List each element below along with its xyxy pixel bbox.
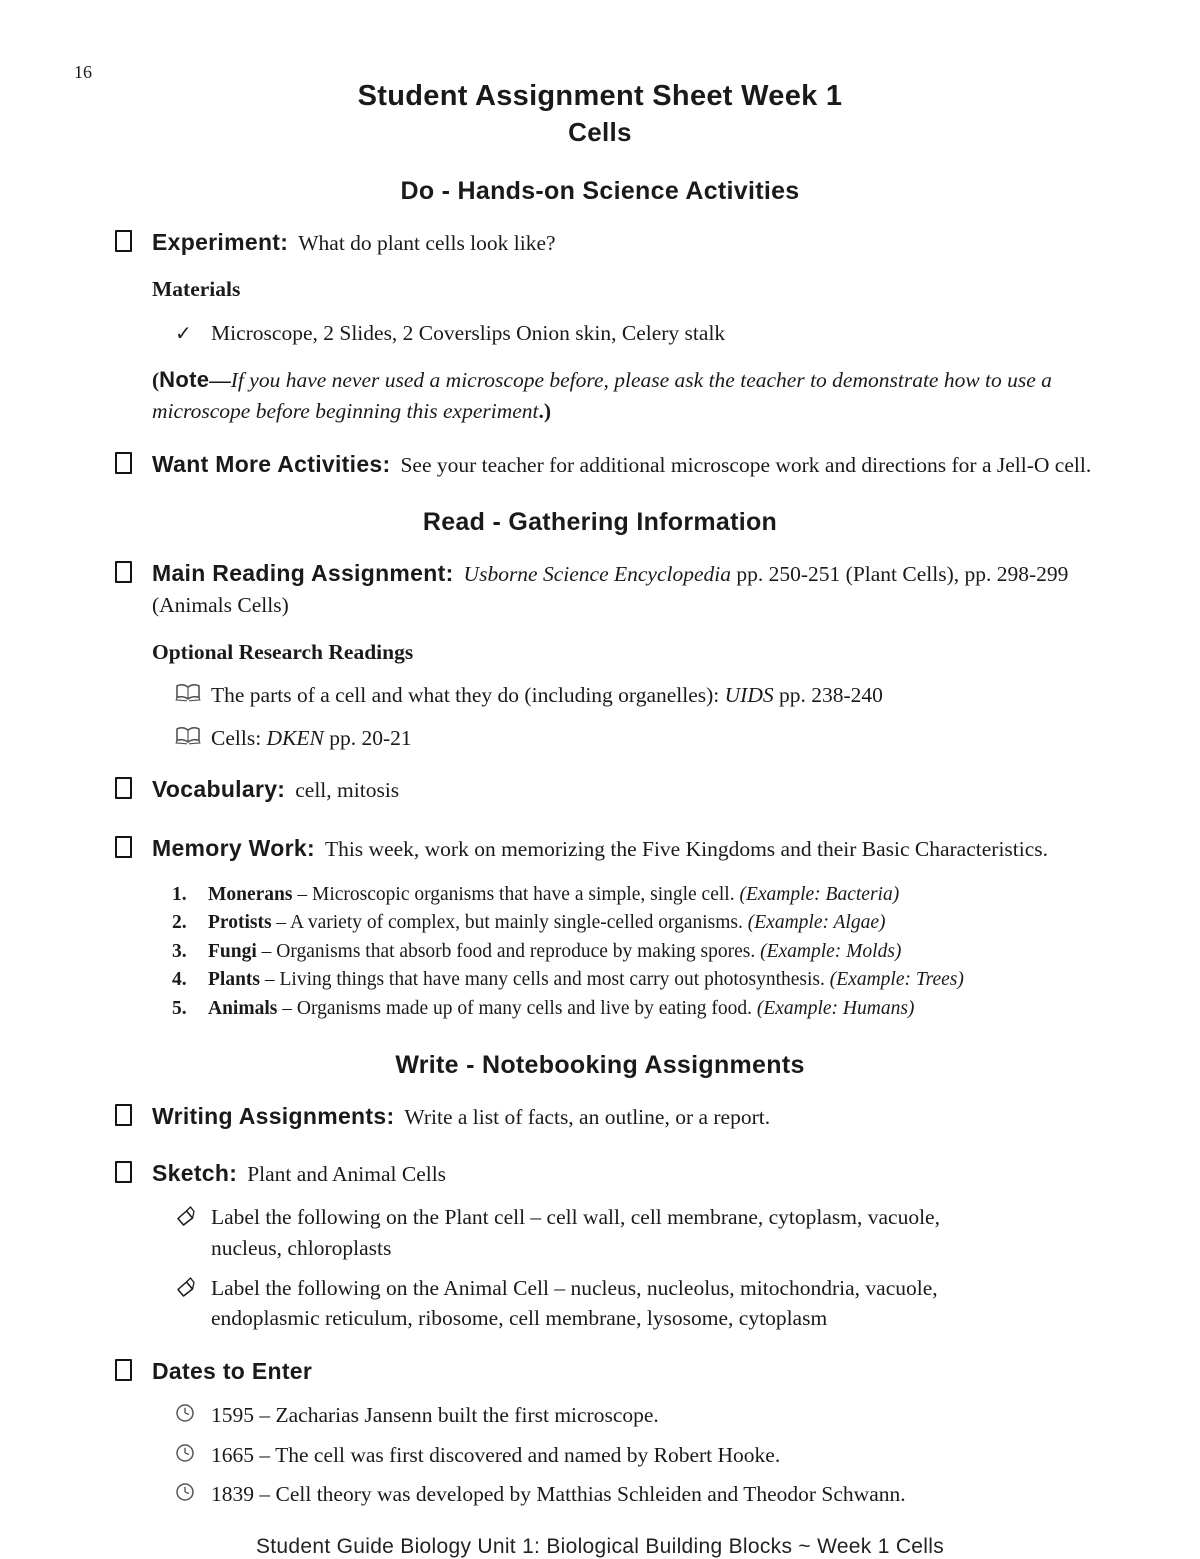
want-more-label: Want More Activities: bbox=[152, 450, 391, 477]
main-reading-pages: pp. 250-251 (Plant Cells), pp. 298-299 (Animals Cells) bbox=[152, 562, 1069, 618]
note-close: .) bbox=[538, 399, 552, 424]
checkbox-icon bbox=[115, 452, 132, 474]
kingdom-desc: – Living things that have many cells and most carry out photosynthesis. bbox=[260, 969, 830, 991]
optional-reading-text bbox=[211, 723, 1130, 753]
sketch-instruction-text: Label the following on the Plant cell – cell wall, cell membrane, cytoplasm, vacuole, nucleus, chloroplasts bbox=[211, 1205, 940, 1260]
kingdom-number: 5. bbox=[172, 997, 187, 1019]
open-book-icon bbox=[175, 683, 201, 710]
page-footer: Student Guide Biology Unit 1: Biological Building Blocks ~ Week 1 Cells bbox=[255, 1534, 945, 1558]
sketch-item bbox=[115, 1157, 1145, 1190]
kingdom-text bbox=[208, 909, 1160, 938]
kingdom-number: 3. bbox=[172, 940, 187, 962]
checkbox-icon bbox=[115, 1161, 132, 1183]
optional-reading-item bbox=[175, 680, 1130, 710]
checkbox-icon bbox=[115, 561, 132, 583]
note-word: Note bbox=[159, 367, 210, 393]
optional-reading-title: DKEN bbox=[266, 726, 324, 751]
kingdom-name: Monerans bbox=[208, 883, 293, 905]
memory-work-label: Memory Work: bbox=[152, 834, 315, 861]
writing-assignments-item bbox=[115, 1100, 1145, 1133]
writing-assignments-label: Writing Assignments: bbox=[152, 1103, 395, 1130]
kingdom-text bbox=[208, 995, 1160, 1024]
optional-readings-heading: Optional Research Readings bbox=[152, 639, 414, 664]
note-open-paren: ( bbox=[152, 368, 160, 393]
kingdom-row bbox=[172, 938, 1160, 967]
vocabulary-text: cell, mitosis bbox=[295, 778, 400, 803]
optional-reading-pages: pp. 20-21 bbox=[323, 726, 412, 751]
kingdom-name: Fungi bbox=[208, 940, 257, 962]
sketch-label-item bbox=[175, 1273, 1030, 1333]
kingdom-number: 2. bbox=[172, 912, 187, 934]
date-text: 1595 – Zacharias Jansenn built the first microscope. bbox=[211, 1403, 659, 1428]
page-subtitle: Cells bbox=[568, 117, 632, 148]
kingdom-example: (Example: Bacteria) bbox=[739, 883, 900, 905]
experiment-item bbox=[115, 226, 1145, 259]
sketch-label: Sketch: bbox=[152, 1159, 238, 1186]
section-heading-do: Do - Hands-on Science Activities bbox=[400, 176, 800, 205]
kingdom-text bbox=[208, 938, 1160, 967]
main-reading-label: Main Reading Assignment: bbox=[152, 560, 454, 587]
optional-reading-pages: pp. 238-240 bbox=[773, 683, 883, 708]
kingdom-text bbox=[208, 881, 1160, 910]
kingdom-desc: – Organisms that absorb food and reproduce by making spores. bbox=[256, 940, 761, 962]
section-heading-write: Write - Notebooking Assignments bbox=[395, 1051, 805, 1080]
checkbox-icon bbox=[115, 230, 132, 252]
clock-icon bbox=[175, 1403, 201, 1430]
vocabulary-item bbox=[115, 773, 1145, 806]
kingdom-number: 4. bbox=[172, 969, 187, 991]
pencil-note-icon bbox=[175, 1205, 201, 1262]
sketch-instruction-text: Label the following on the Animal Cell – nucleus, nucleolus, mitochondria, vacuole, endoplasmic reticulum, ribosome, cell membrane, lysosome, cytoplasm bbox=[211, 1275, 938, 1330]
experiment-text: What do plant cells look like? bbox=[298, 230, 556, 255]
kingdom-name: Protists bbox=[208, 912, 272, 934]
materials-heading: Materials bbox=[152, 277, 241, 302]
checkbox-icon bbox=[115, 836, 132, 858]
materials-list-item bbox=[175, 318, 1130, 348]
section-heading-read: Read - Gathering Information bbox=[422, 508, 778, 537]
sketch-text: Plant and Animal Cells bbox=[247, 1161, 447, 1186]
open-book-icon bbox=[175, 726, 201, 753]
note-paragraph bbox=[152, 364, 1145, 428]
dates-to-enter-item bbox=[115, 1355, 1145, 1388]
optional-reading-title: UIDS bbox=[724, 683, 774, 708]
kingdom-number: 1. bbox=[172, 883, 187, 905]
kingdom-example: (Example: Trees) bbox=[829, 969, 964, 991]
kingdom-example: (Example: Algae) bbox=[747, 912, 886, 934]
kingdom-example: (Example: Molds) bbox=[760, 940, 902, 962]
want-more-text: See your teacher for additional microscope work and directions for a Jell-O cell. bbox=[400, 452, 1092, 477]
main-reading-item bbox=[115, 557, 1145, 620]
materials-item-text: Microscope, 2 Slides, 2 Coverslips Onion skin, Celery stalk bbox=[211, 320, 726, 345]
optional-reading-item bbox=[175, 723, 1130, 753]
kingdoms-list bbox=[172, 881, 1160, 1024]
date-text: 1839 – Cell theory was developed by Matthias Schleiden and Theodor Schwann. bbox=[211, 1481, 906, 1506]
note-body: If you have never used a microscope before, please ask the teacher to demonstrate how to use a microscope before beginning this experiment bbox=[152, 368, 1052, 424]
date-item bbox=[175, 1479, 1130, 1509]
kingdom-row bbox=[172, 995, 1160, 1024]
sketch-label-item bbox=[175, 1202, 970, 1262]
want-more-item bbox=[115, 448, 1145, 481]
main-reading-book-title: Usborne Science Encyclopedia bbox=[463, 562, 731, 587]
kingdom-name: Plants bbox=[208, 969, 261, 991]
page-title: Student Assignment Sheet Week 1 bbox=[357, 80, 843, 112]
checkbox-icon bbox=[115, 1104, 132, 1126]
kingdom-desc: – Organisms made up of many cells and live by eating food. bbox=[277, 997, 757, 1019]
clock-icon bbox=[175, 1482, 201, 1509]
date-text: 1665 – The cell was first discovered and named by Robert Hooke. bbox=[211, 1442, 781, 1467]
date-item bbox=[175, 1440, 1130, 1470]
kingdom-row bbox=[172, 966, 1160, 995]
vocabulary-label: Vocabulary: bbox=[152, 776, 286, 803]
kingdom-desc: – A variety of complex, but mainly single-celled organisms. bbox=[271, 912, 748, 934]
note-dash: — bbox=[209, 368, 231, 393]
pencil-note-icon bbox=[175, 1276, 201, 1333]
experiment-label: Experiment: bbox=[152, 228, 289, 255]
date-item bbox=[175, 1400, 1130, 1430]
optional-reading-prefix: The parts of a cell and what they do (including organelles): bbox=[211, 683, 725, 708]
kingdom-text bbox=[208, 966, 1160, 995]
kingdom-row bbox=[172, 881, 1160, 910]
kingdom-example: (Example: Humans) bbox=[756, 997, 915, 1019]
optional-reading-prefix: Cells: bbox=[211, 726, 267, 751]
kingdom-row bbox=[172, 909, 1160, 938]
dates-to-enter-label: Dates to Enter bbox=[152, 1357, 313, 1384]
kingdom-desc: – Microscopic organisms that have a simple, single cell. bbox=[292, 883, 740, 905]
clock-icon bbox=[175, 1443, 201, 1470]
optional-reading-text bbox=[211, 680, 1130, 710]
page-number: 16 bbox=[74, 62, 92, 82]
checkbox-icon bbox=[115, 777, 132, 799]
memory-work-text: This week, work on memorizing the Five Kingdoms and their Basic Characteristics. bbox=[324, 836, 1049, 861]
writing-assignments-text: Write a list of facts, an outline, or a report. bbox=[404, 1105, 771, 1130]
checkmark-icon: ✓ bbox=[175, 320, 192, 345]
memory-work-item bbox=[115, 832, 1145, 865]
kingdom-name: Animals bbox=[208, 997, 278, 1019]
checkbox-icon bbox=[115, 1359, 132, 1381]
